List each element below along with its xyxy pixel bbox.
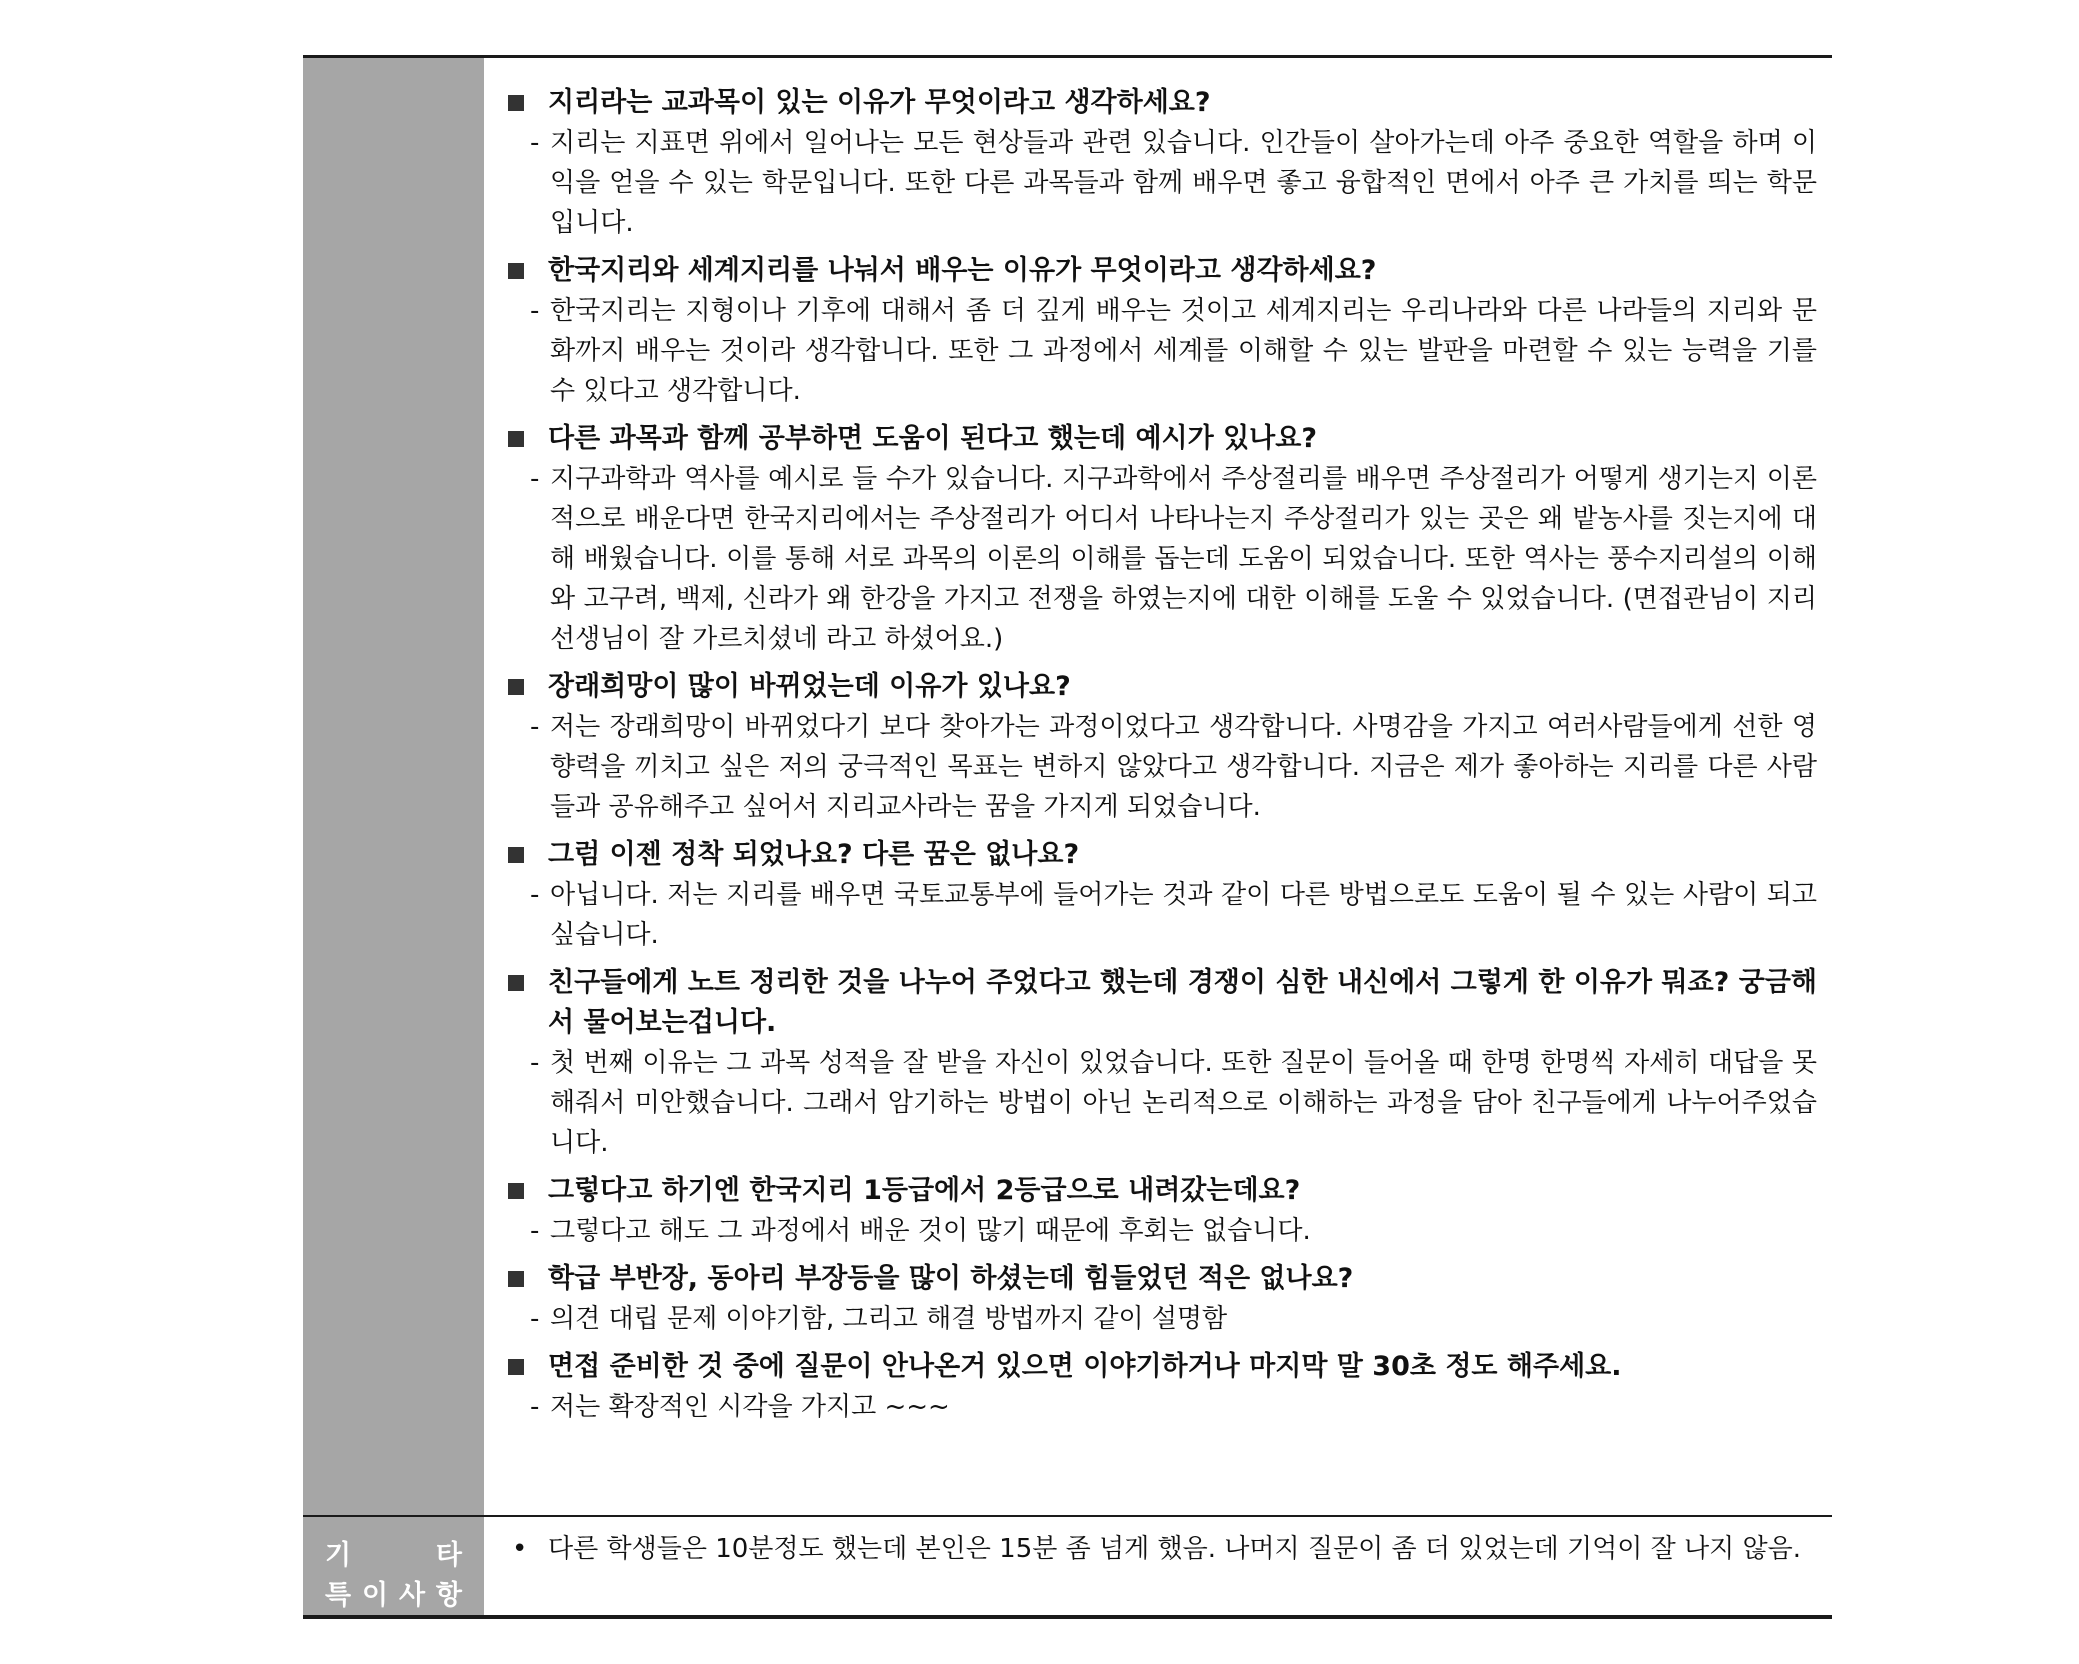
answer-text: 저는 확장적인 시각을 가지고 ~~~ [550,1392,950,1422]
answer [530,875,1817,955]
dash-bullet-icon: - [530,1304,540,1334]
answer [530,1043,1817,1163]
etc-label-char: 항 [435,1580,462,1611]
answer-text: 의견 대립 문제 이야기함, 그리고 해결 방법까지 같이 설명함 [550,1304,1228,1334]
answer [530,459,1817,659]
square-bullet-icon [508,1347,548,1387]
qa-item [508,667,1817,827]
qa-item [508,1171,1817,1251]
answer-text: 저는 장래희망이 바뀌었다기 보다 찾아가는 과정이었다고 생각합니다. 사명감을 가지고 여러사람들에게 선한 영향력을 끼치고 싶은 저의 궁극적인 목표는 변하지 않았다고 생각합니다. 지금은 제가 좋아하는 지리를 다른 사람들과 공유해주고 싶어서 지리교사라는 꿈을 가지게 되었습니다. [550,712,1817,822]
etc-label-cell [303,1517,486,1615]
answer-text: 한국지리는 지형이나 기후에 대해서 좀 더 깊게 배우는 것이고 세계지리는 우리나라와 다른 나라들의 지리와 문화까지 배우는 것이라 생각합니다. 또한 그 과정에서 세계를 이해할 수 있는 발판을 마련할 수 있는 능력을 기를 수 있다고 생각합니다. [550,296,1817,406]
qa-item [508,963,1817,1163]
square-bullet-icon [508,83,548,123]
etc-note-text: 다른 학생들은 10분정도 했는데 본인은 15분 좀 넘게 했음. 나머지 질문이 좀 더 있었는데 기억이 잘 나지 않음. [548,1534,1801,1564]
qa-item [508,251,1817,411]
answer-text: 그렇다고 해도 그 과정에서 배운 것이 많기 때문에 후회는 없습니다. [550,1216,1311,1246]
question-text: 친구들에게 노트 정리한 것을 나누어 주었다고 했는데 경쟁이 심한 내신에서 그렇게 한 이유가 뭐죠? 궁금해서 물어보는겁니다. [548,967,1817,1038]
interview-qa-row [303,58,1832,1517]
square-bullet-icon [508,1259,548,1299]
answer [530,291,1817,411]
question-text: 학급 부반장, 동아리 부장등을 많이 하셨는데 힘들었던 적은 없나요? [548,1263,1354,1294]
question-text: 면접 준비한 것 중에 질문이 안나온거 있으면 이야기하거나 마지막 말 30초 정도 해주세요. [548,1351,1622,1382]
square-bullet-icon [508,1171,548,1211]
question [508,419,1817,459]
answer [530,1299,1817,1339]
question-text: 장래희망이 많이 바뀌었는데 이유가 있나요? [548,671,1071,702]
answer-text: 지구과학과 역사를 예시로 들 수가 있습니다. 지구과학에서 주상절리를 배우면 주상절리가 어떻게 생기는지 이론적으로 배운다면 한국지리에서는 주상절리가 어디서 나타나는지 주상절리가 있는 곳은 왜 밭농사를 짓는지에 대해 배웠습니다. 이를 통해 서로 과목의 이론의 이해를 돕는데 도움이 되었습니다. 또한 역사는 풍수지리설의 이해와 고구려, 백제, 신라가 왜 한강을 가지고 전쟁을 하였는지에 대한 이해를 도울 수 있었습니다. (면접관님이 지리선생님이 잘 가르치셨네 라고 하셨어요.) [550,464,1817,654]
question-text: 그렇다고 하기엔 한국지리 1등급에서 2등급으로 내려갔는데요? [548,1175,1301,1206]
question-text: 한국지리와 세계지리를 나눠서 배우는 이유가 무엇이라고 생각하세요? [548,255,1377,286]
etc-label-char: 사 [398,1580,426,1611]
answer [530,1211,1817,1251]
answer [530,123,1817,243]
dash-bullet-icon: - [530,880,540,910]
qa-item [508,1259,1817,1339]
answer-text: 첫 번째 이유는 그 과목 성적을 잘 받을 자신이 있었습니다. 또한 질문이 들어올 때 한명 한명씩 자세히 대답을 못해줘서 미안했습니다. 그래서 암기하는 방법이 아닌 논리적으로 이해하는 과정을 담아 친구들에게 나누어주었습니다. [550,1048,1817,1158]
question-text: 다른 과목과 함께 공부하면 도움이 된다고 했는데 예시가 있나요? [548,423,1317,454]
etc-label-line2 [325,1573,462,1612]
dash-bullet-icon: - [530,712,540,742]
answer [530,707,1817,827]
qa-item [508,83,1817,243]
etc-note [508,1529,1817,1569]
square-bullet-icon [508,963,548,1043]
etc-label-line1 [325,1533,462,1572]
dash-bullet-icon: - [530,1216,540,1246]
question [508,963,1817,1043]
dash-bullet-icon: - [530,128,540,158]
qa-list [508,58,1817,1427]
interview-record-table [303,55,1832,1619]
qa-content-cell [508,58,1817,1515]
answer-text: 아닙니다. 저는 지리를 배우면 국토교통부에 들어가는 것과 같이 다른 방법으로도 도움이 될 수 있는 사람이 되고 싶습니다. [550,880,1817,950]
question [508,1347,1817,1387]
dash-bullet-icon: - [530,1392,540,1422]
square-bullet-icon [508,667,548,707]
etc-label-char: 타 [435,1540,462,1571]
question-text: 지리라는 교과목이 있는 이유가 무엇이라고 생각하세요? [548,87,1211,118]
etc-notes-row [303,1517,1832,1615]
bullet-dot-icon: • [512,1534,528,1564]
answer [530,1387,1817,1427]
etc-label-char: 기 [325,1540,352,1571]
dash-bullet-icon: - [530,296,540,326]
etc-label-char: 이 [361,1580,389,1611]
row-label-cell [303,58,486,1515]
square-bullet-icon [508,251,548,291]
question [508,667,1817,707]
question [508,1259,1817,1299]
qa-item [508,419,1817,659]
qa-item [508,835,1817,955]
square-bullet-icon [508,419,548,459]
dash-bullet-icon: - [530,464,540,494]
dash-bullet-icon: - [530,1048,540,1078]
question [508,251,1817,291]
answer-text: 지리는 지표면 위에서 일어나는 모든 현상들과 관련 있습니다. 인간들이 살아가는데 아주 중요한 역할을 하며 이익을 얻을 수 있는 학문입니다. 또한 다른 과목들과 함께 배우면 좋고 융합적인 면에서 아주 큰 가치를 띄는 학문입니다. [550,128,1817,238]
etc-label-char: 특 [325,1580,352,1611]
question-text: 그럼 이젠 정착 되었나요? 다른 꿈은 없나요? [548,839,1080,870]
square-bullet-icon [508,835,548,875]
question [508,83,1817,123]
qa-item [508,1347,1817,1427]
question [508,835,1817,875]
question [508,1171,1817,1211]
